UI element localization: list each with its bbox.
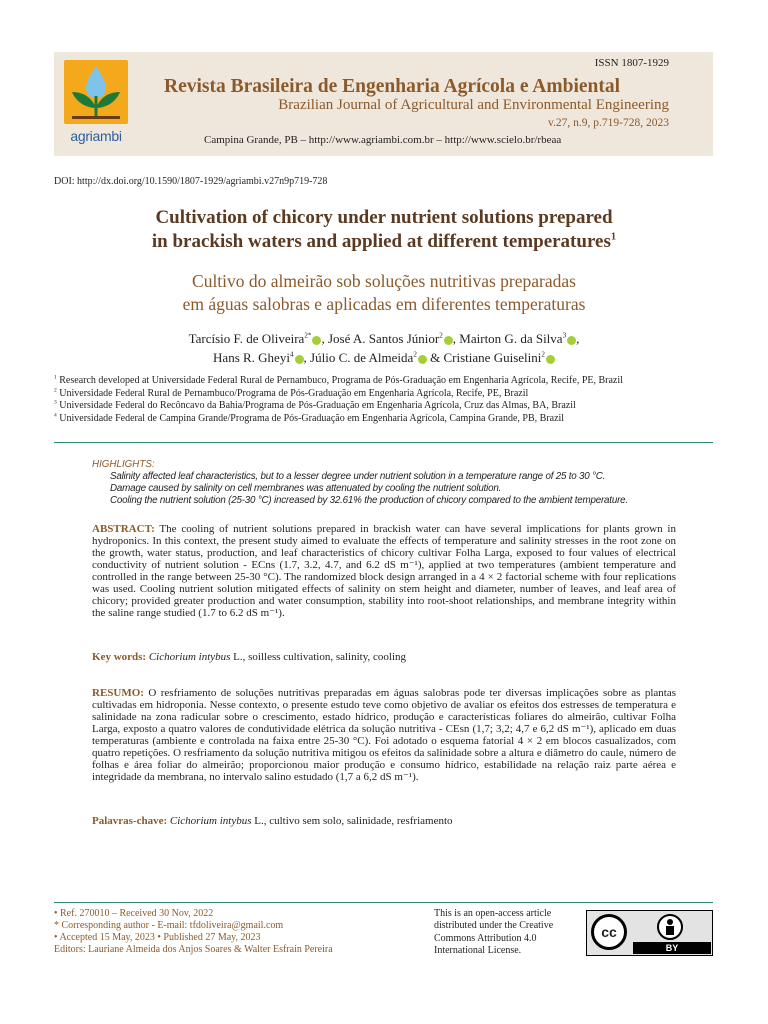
- author-affiliation-mark: 2: [541, 350, 545, 359]
- palavras-text: L., cultivo sem solo, salinidade, resfriamento: [251, 815, 453, 827]
- journal-links[interactable]: Campina Grande, PB – http://www.agriambi.com.br – http://www.scielo.br/rbeaa: [204, 134, 562, 146]
- keywords-species: Cichorium intybus: [148, 651, 231, 663]
- logo-emblem: [64, 60, 128, 124]
- article-title-portuguese: [54, 270, 714, 316]
- article-dates: [54, 908, 424, 956]
- volume-info: v.27, n.9, p.719-728, 2023: [548, 117, 669, 129]
- footer-divider: [54, 902, 713, 903]
- highlight-item: Damage caused by salinity on cell membranes was attenuated by cooling the nutrient solution.: [110, 483, 502, 494]
- author-name: Hans R. Gheyi: [213, 350, 290, 365]
- affiliation-text: Universidade Federal de Campina Grande/Programa de Pós-Graduação em Engenharia Agrícola, Campina Grande, PB, Brazil: [59, 412, 565, 424]
- title-line: [54, 230, 714, 254]
- author-separator: ,: [303, 350, 311, 365]
- resumo-label: RESUMO:: [92, 687, 144, 699]
- author-affiliation-mark: 2: [439, 331, 443, 340]
- author-line: [54, 348, 714, 367]
- affiliations: [54, 375, 714, 425]
- article-title-english: [54, 206, 714, 254]
- license-text: This is an open-access article distributed under the Creative Commons Attribution 4.0 International License.: [434, 908, 554, 956]
- resumo-text: O resfriamento de soluções nutritivas preparadas em águas salobras pode ter diversas implicações sobre as plantas cultivadas em hidroponia. Nesse contexto, o presente estudo teve como objetivo de avaliar os efeitos dos estresses de temperatura e salinidade na zona radicular sobre o crescimento, estado hídrico, produção e características foliares do almeirão, cultivar Folha Larga, exposto a quatro valores de condutividade elétrica da solução nutritiva - CEsn (1,7; 3,2; 4,7 e 6,2 dS m⁻¹), aplicado em duas temperaturas (ambiente e controlada na faixa entre 25-30 °C). Foi adotado o esquema fatorial 4 × 2 em blocos casualizados, com quatro repetições. O resfriamento da solução nutritiva mitigou os efeitos da salinidade sobre a altura e diâmetro do caule, número de folhas e área foliar do almeirão; proporcionou maior produção e consumo hídrico, estabilidade na relação raiz parte aérea e integridade da membrana, no intervalo salino estudado (1,7 a 6,2 dS m⁻¹).: [92, 687, 676, 783]
- orcid-icon[interactable]: [418, 355, 427, 364]
- highlight-item: Salinity affected leaf characteristics, but to a lesser degree under nutrient solution in a temperature range of 25 to 30 °C.: [110, 471, 606, 482]
- highlight-item: Cooling the nutrient solution (25-30 °C) increased by 32.61% the production of chicory compared to the ambient temperature.: [110, 495, 628, 506]
- author-separator: ,: [452, 331, 460, 346]
- affiliation-text: Research developed at Universidade Federal Rural de Pernambuco, Programa de Pós-Graduação em Engenharia Agrícola, Recife, PE, Brazil: [59, 375, 623, 386]
- author-affiliation-mark: 2: [413, 350, 417, 359]
- author-affiliation-mark: 4: [289, 350, 294, 359]
- title-line: Cultivation of chicory under nutrient solutions prepared: [155, 207, 613, 228]
- leaf-drop-icon: [64, 60, 128, 124]
- title-line: em águas salobras e aplicadas em diferentes temperaturas: [182, 294, 586, 314]
- author-name: Mairton G. da Silva: [459, 331, 563, 346]
- abstract-label: ABSTRACT:: [92, 523, 155, 535]
- author-list: [54, 329, 714, 367]
- affiliation-item: [54, 388, 714, 401]
- highlights-heading: HIGHLIGHTS:: [92, 459, 155, 470]
- title-footnote-mark: 1: [610, 231, 617, 243]
- orcid-icon[interactable]: [567, 336, 576, 345]
- palavras-chave: [92, 815, 676, 827]
- affiliation-mark: 4: [54, 412, 57, 419]
- affiliation-item: [54, 400, 714, 413]
- affiliation-text: Universidade Federal do Recôncavo da Bahia/Programa de Pós-Graduação em Engenharia Agrícola, Cruz das Almas, BA, Brazil: [59, 400, 576, 411]
- keywords-text: L., soilless cultivation, salinity, cooling: [230, 651, 406, 663]
- author-separator: ,: [576, 331, 580, 346]
- affiliation-text: Universidade Federal Rural de Pernambuco/Programa de Pós-Graduação em Engenharia Agrícola, Recife, PE, Brazil: [59, 387, 529, 399]
- author-affiliation-mark: 3: [562, 331, 567, 340]
- orcid-icon[interactable]: [546, 355, 555, 364]
- author-name: José A. Santos Júnior: [327, 331, 440, 346]
- orcid-icon[interactable]: [295, 355, 304, 364]
- journal-header: [54, 52, 713, 156]
- palavras-species: Cichorium intybus: [169, 815, 252, 827]
- cc-license-badge[interactable]: [586, 910, 713, 956]
- editors-line: Editors: Lauriane Almeida dos Anjos Soares & Walter Esfrain Pereira: [54, 944, 333, 955]
- attribution-person-icon: [657, 914, 683, 940]
- abstract-text: The cooling of nutrient solutions prepared in brackish water can have several implications for plants grown in hydroponics. In this context, the present study aimed to evaluate the effects of temperature and salinity stresses in the root zone on the growth, water status, production, and leaf characteristics of chicory cultivar Folha Larga, exposed to four values of electrical conductivity of nutrient solution - ECns (1.7, 3.2, 4.7, and 6.2 dS m⁻¹), applied at two temperatures (ambient temperature and controlled in the range between 25-30 °C). The randomized block design arranged in a 4 × 2 factorial scheme with four replications was used. Cooling nutrient solution mitigated effects of salinity on stem height and diameter, number of leaves, and leaf area of chicory; provided greater production and water consumption, stability into root-shoot relationships, and membrane integrity within the saline range studied (1.7 to 6.2 dS m⁻¹).: [92, 523, 676, 619]
- section-divider: [54, 442, 713, 443]
- palavras-label: Palavras-chave:: [92, 815, 168, 827]
- title-line: Cultivo do almeirão sob soluções nutritivas preparadas: [192, 271, 576, 291]
- cc-icon: cc: [591, 914, 627, 950]
- journal-subtitle: Brazilian Journal of Agricultural and Environmental Engineering: [278, 97, 669, 113]
- logo-text: agriambi: [70, 128, 122, 144]
- author-name: Tarcísio F. de Oliveira: [188, 331, 305, 346]
- author-name: Júlio C. de Almeida: [310, 350, 414, 365]
- author-separator: &: [426, 350, 444, 365]
- author-affiliation-mark: 2*: [304, 331, 312, 340]
- dates-line: • Accepted 15 May, 2023 • Published 27 May, 2023: [54, 932, 261, 943]
- reference-line: • Ref. 270010 – Received 30 Nov, 2022: [54, 908, 214, 919]
- affiliation-mark: 2: [54, 387, 57, 394]
- journal-title: Revista Brasileira de Engenharia Agrícola e Ambiental: [164, 76, 621, 97]
- journal-logo: [64, 60, 128, 148]
- orcid-icon[interactable]: [444, 336, 453, 345]
- author-line: [54, 329, 714, 348]
- keywords-label: Key words:: [92, 651, 147, 663]
- corresponding-author[interactable]: * Corresponding author - E-mail: tfdoliveira@gmail.com: [54, 920, 284, 931]
- affiliation-item: [54, 375, 714, 388]
- doi-link[interactable]: DOI: http://dx.doi.org/10.1590/1807-1929/agriambi.v27n9p719-728: [54, 176, 328, 187]
- title-text: in brackish waters and applied at different temperatures: [151, 231, 611, 252]
- abstract: [92, 523, 676, 619]
- affiliation-item: [54, 413, 714, 426]
- affiliation-mark: 3: [54, 399, 57, 406]
- author-separator: ,: [321, 331, 328, 346]
- highlights-box: [92, 459, 712, 507]
- cc-by-label: BY: [633, 942, 711, 954]
- affiliation-mark: 1: [54, 374, 57, 381]
- resumo: [92, 687, 676, 783]
- issn: ISSN 1807-1929: [594, 57, 669, 69]
- author-name: Cristiane Guiselini: [443, 350, 542, 365]
- keywords: [92, 651, 676, 663]
